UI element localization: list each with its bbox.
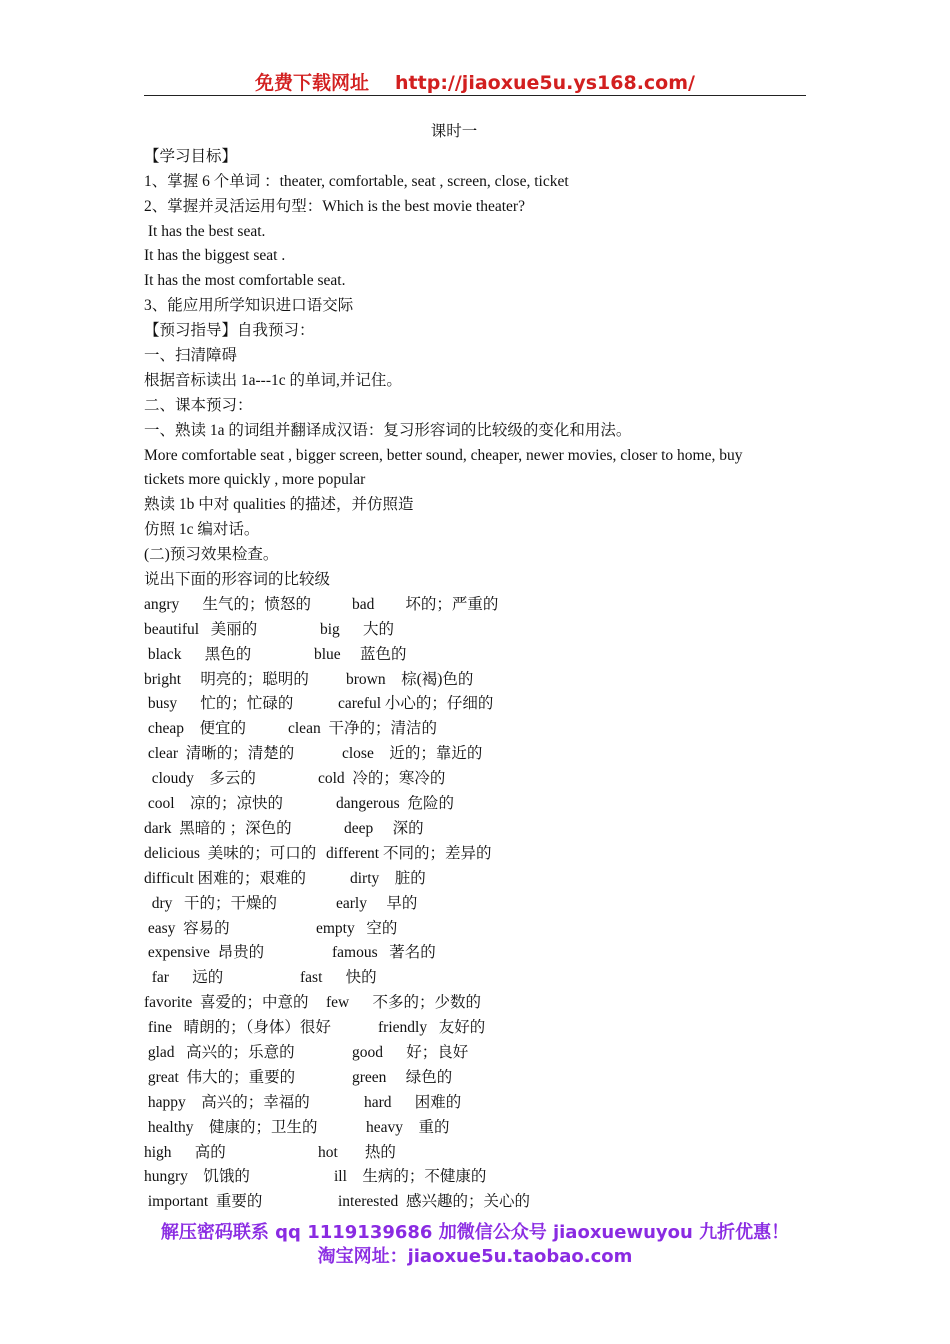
vocab-row — [144, 1116, 824, 1141]
vocab-word: ill 生病的；不健康的 — [334, 1168, 487, 1186]
vocab-row — [144, 1041, 824, 1066]
text-lines — [144, 145, 824, 593]
vocab-word: dry 干的；干燥的 — [144, 894, 278, 912]
vocab-word: beautiful 美丽的 — [144, 620, 258, 638]
vocab-word: different 不同的；差异的 — [326, 844, 492, 862]
vocab-word: difficult 困难的；艰难的 — [144, 869, 307, 887]
vocab-word: hard 困难的 — [364, 1093, 462, 1111]
vocab-word: clean 干净的；清洁的 — [288, 720, 437, 738]
vocab-row — [144, 618, 824, 643]
vocab-word: friendly 友好的 — [378, 1019, 486, 1037]
vocab-word: clear 清晰的；清楚的 — [144, 745, 295, 763]
vocab-row — [144, 668, 824, 693]
vocab-word: close 近的；靠近的 — [342, 745, 483, 763]
vocab-word: expensive 昂贵的 — [144, 944, 265, 962]
vocab-word: hungry 饥饿的 — [144, 1168, 250, 1186]
vocab-word: important 重要的 — [144, 1193, 263, 1211]
text-line: tickets more quickly , more popular — [144, 471, 366, 489]
text-line: It has the biggest seat . — [144, 247, 286, 265]
vocab-word: famous 著名的 — [332, 944, 436, 962]
text-line: 1、掌握 6 个单词 ：theater, comfortable, seat , screen, close, ticket — [144, 172, 569, 190]
vocab-row — [144, 817, 824, 842]
vocab-row — [144, 792, 824, 817]
text-line: It has the most comfortable seat. — [144, 272, 346, 290]
header-url-link[interactable]: http://jiaoxue5u.ys168.com/ — [395, 72, 695, 94]
vocab-word: angry 生气的；愤怒的 — [144, 595, 312, 613]
vocab-word: black 黑色的 — [144, 645, 252, 663]
vocab-word: dirty 脏的 — [350, 869, 426, 887]
vocab-row — [144, 991, 824, 1016]
vocab-word: easy 容易的 — [144, 919, 230, 937]
vocab-word: glad 高兴的；乐意的 — [144, 1043, 295, 1061]
text-line: It has the best seat. — [144, 222, 266, 240]
vocab-word: deep 深的 — [344, 819, 424, 837]
vocab-word: busy 忙的；忙碌的 — [144, 695, 294, 713]
vocab-word: few 不多的；少数的 — [326, 994, 481, 1012]
vocab-word: far 远的 — [144, 969, 224, 987]
vocab-row — [144, 692, 824, 717]
footer-contact: 解压密码联系 qq 1119139686 加微信公众号 jiaoxuewuyou 九折优惠！ — [160, 1222, 790, 1243]
vocab-word: cheap 便宜的 — [144, 720, 247, 738]
text-line: 2、掌握并灵活运用句型：Which is the best movie theater? — [144, 197, 525, 215]
vocab-word: cloudy 多云的 — [144, 770, 256, 788]
vocab-word: brown 棕(褐)色的 — [346, 670, 474, 688]
vocab-list — [144, 593, 824, 1215]
vocab-row — [144, 643, 824, 668]
vocab-row — [144, 892, 824, 917]
vocab-word: bright 明亮的；聪明的 — [144, 670, 309, 688]
vocab-row — [144, 593, 824, 618]
text-line: 一、熟读 1a 的词组并翻译成汉语：复习形容词的比较级的变化和用法。 — [144, 421, 632, 439]
vocab-word: dark 黑暗的 ；深色的 — [144, 819, 292, 837]
vocab-word: big 大的 — [320, 620, 395, 638]
vocab-row — [144, 1066, 824, 1091]
vocab-word: heavy 重的 — [366, 1118, 450, 1136]
vocab-word: good 好；良好 — [352, 1043, 469, 1061]
vocab-word: bad 坏的；严重的 — [352, 595, 499, 613]
vocab-word: fast 快的 — [300, 969, 377, 987]
vocab-word: healthy 健康的；卫生的 — [144, 1118, 318, 1136]
vocab-word: great 伟大的；重要的 — [144, 1068, 296, 1086]
vocab-word: cold 冷的；寒冷的 — [318, 770, 446, 788]
text-line: 【预习指导】自我预习： — [144, 322, 315, 340]
vocab-word: delicious 美味的；可口的 — [144, 844, 317, 862]
text-line: 3、能应用所学知识进口语交际 — [144, 297, 354, 315]
vocab-row — [144, 867, 824, 892]
text-line: 一、扫清障碍 — [144, 347, 238, 365]
lesson-title: 课时一 — [430, 123, 478, 140]
vocab-row — [144, 1190, 824, 1215]
vocab-word: careful 小心的；仔细的 — [338, 695, 494, 713]
page-header — [144, 68, 806, 96]
vocab-row — [144, 1091, 824, 1116]
vocab-word: hot 热的 — [318, 1143, 396, 1161]
vocab-row — [144, 1016, 824, 1041]
vocab-row — [144, 742, 824, 767]
vocab-word: interested 感兴趣的；关心的 — [338, 1193, 531, 1211]
text-line: 说出下面的形容词的比较级 — [144, 571, 331, 589]
vocab-row — [144, 917, 824, 942]
text-line: 【学习目标】 — [144, 147, 238, 165]
vocab-word: high 高的 — [144, 1143, 226, 1161]
header-label: 免费下载网址 — [255, 72, 370, 94]
text-line: (二)预习效果检查。 — [144, 546, 279, 564]
text-line: 仿照 1c 编对话。 — [144, 521, 260, 539]
vocab-word: early 早的 — [336, 894, 418, 912]
vocab-word: blue 蓝色的 — [314, 645, 407, 663]
document-body — [144, 120, 824, 1215]
vocab-row — [144, 717, 824, 742]
footer-shop-link[interactable]: 淘宝网址：jiaoxue5u.taobao.com — [317, 1246, 633, 1267]
text-line: 二、课本预习： — [144, 396, 253, 414]
vocab-word: empty 空的 — [316, 919, 398, 937]
vocab-word: fine 晴朗的；（身体）很好 — [144, 1019, 331, 1037]
vocab-word: green 绿色的 — [352, 1068, 453, 1086]
vocab-row — [144, 842, 824, 867]
vocab-word: cool 凉的；凉快的 — [144, 795, 284, 813]
vocab-row — [144, 966, 824, 991]
vocab-row — [144, 941, 824, 966]
vocab-word: happy 高兴的；幸福的 — [144, 1093, 310, 1111]
vocab-row — [144, 1141, 824, 1166]
text-line: 根据音标读出 1a---1c 的单词,并记住。 — [144, 371, 402, 389]
text-line: More comfortable seat , bigger screen, better sound, cheaper, newer movies, closer to home, buy — [144, 446, 743, 464]
vocab-word: favorite 喜爱的；中意的 — [144, 994, 309, 1012]
vocab-word: dangerous 危险的 — [336, 795, 454, 813]
vocab-row — [144, 1165, 824, 1190]
text-line: 熟读 1b 中对 qualities 的描述，并仿照造 — [144, 496, 414, 514]
vocab-row — [144, 767, 824, 792]
